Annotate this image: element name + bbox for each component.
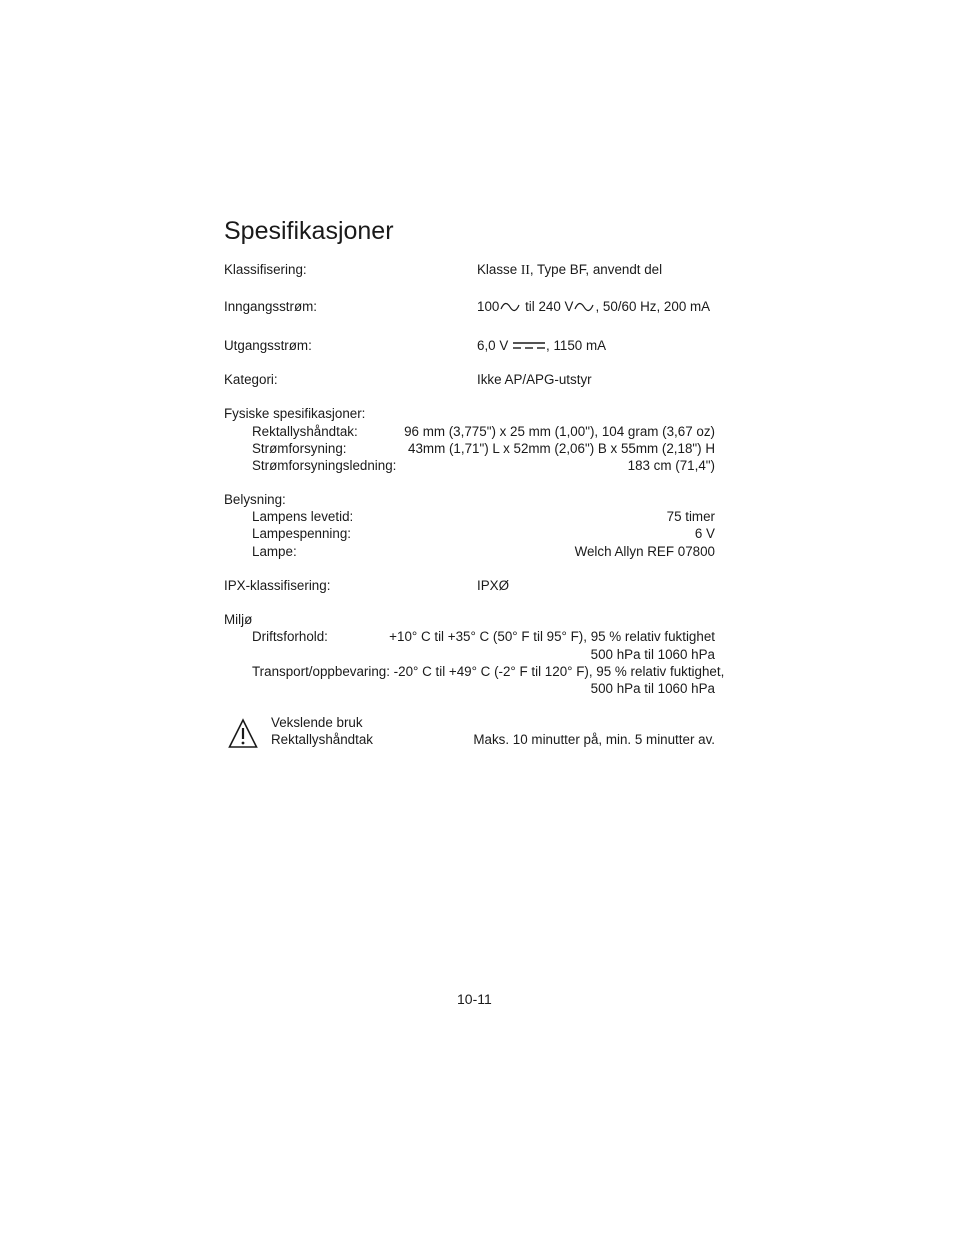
category-value: Ikke AP/APG-utstyr (477, 372, 592, 387)
input-current-max: til 240 V (521, 299, 574, 314)
handle-label: Rektallyshåndtak: (252, 424, 358, 439)
ipx-label: IPX-klassifisering: (224, 578, 331, 593)
handle-value: 96 mm (3,775") x 25 mm (1,00"), 104 gram (3,67 oz) (404, 424, 715, 439)
lamp-voltage-label: Lampespenning: (252, 526, 352, 541)
ac-sine-wave-icon (499, 301, 521, 313)
lamp-life-value: 75 timer (666, 509, 715, 524)
operating-conditions-value: +10° C til +35° C (50° F til 95° F), 95 % relativ fuktighet (389, 629, 715, 644)
physical-specs-heading: Fysiske spesifikasjoner: (224, 406, 366, 421)
transport-storage-text: Transport/oppbevaring: -20° C til +49° C (-2° F til 120° F), 95 % relativ fuktighet, (252, 664, 725, 679)
page-title: Spesifikasjoner (224, 217, 394, 245)
ipx-value: IPXØ (477, 578, 509, 593)
output-voltage: 6,0 V (477, 338, 509, 353)
ac-sine-wave-icon (573, 301, 595, 313)
operating-conditions-label: Driftsforhold: (252, 629, 328, 644)
classification-prefix: Klasse (477, 262, 521, 277)
category-label: Kategori: (224, 372, 278, 387)
lamp-voltage-value: 6 V (694, 526, 715, 541)
output-current-amperage: , 1150 mA (546, 338, 607, 353)
environment-heading: Miljø (224, 612, 253, 627)
input-current-min: 100 (477, 299, 500, 314)
input-current-value (477, 299, 710, 315)
warning-value: Maks. 10 minutter på, min. 5 minutter av. (473, 732, 715, 747)
lighting-heading: Belysning: (224, 492, 286, 507)
classification-label: Klassifisering: (224, 262, 307, 277)
lamp-value: Welch Allyn REF 07800 (574, 544, 715, 559)
warning-triangle-icon (228, 718, 258, 749)
lamp-life-label: Lampens levetid: (252, 509, 354, 524)
dc-current-icon (512, 340, 546, 352)
input-current-label: Inngangsstrøm: (224, 299, 318, 314)
warning-line-1: Vekslende bruk (271, 715, 363, 730)
power-cord-label: Strømforsyningsledning: (252, 458, 397, 473)
power-cord-value: 183 cm (71,4") (627, 458, 715, 473)
output-current-value (477, 338, 606, 354)
lamp-label: Lampe: (252, 544, 297, 559)
input-current-freq: , 50/60 Hz, 200 mA (595, 299, 711, 314)
class-roman-numeral: II (520, 262, 530, 277)
power-supply-value: 43mm (1,71") L x 52mm (2,06") B x 55mm (2,18") H (408, 441, 715, 456)
power-supply-label: Strømforsyning: (252, 441, 347, 456)
page-number: 10-11 (457, 991, 492, 1007)
output-current-label: Utgangsstrøm: (224, 338, 312, 353)
classification-value (477, 262, 662, 278)
operating-pressure-value: 500 hPa til 1060 hPa (590, 647, 715, 662)
warning-line-2: Rektallyshåndtak (271, 732, 373, 747)
classification-suffix: , Type BF, anvendt del (529, 262, 663, 277)
transport-pressure-value: 500 hPa til 1060 hPa (590, 681, 715, 696)
